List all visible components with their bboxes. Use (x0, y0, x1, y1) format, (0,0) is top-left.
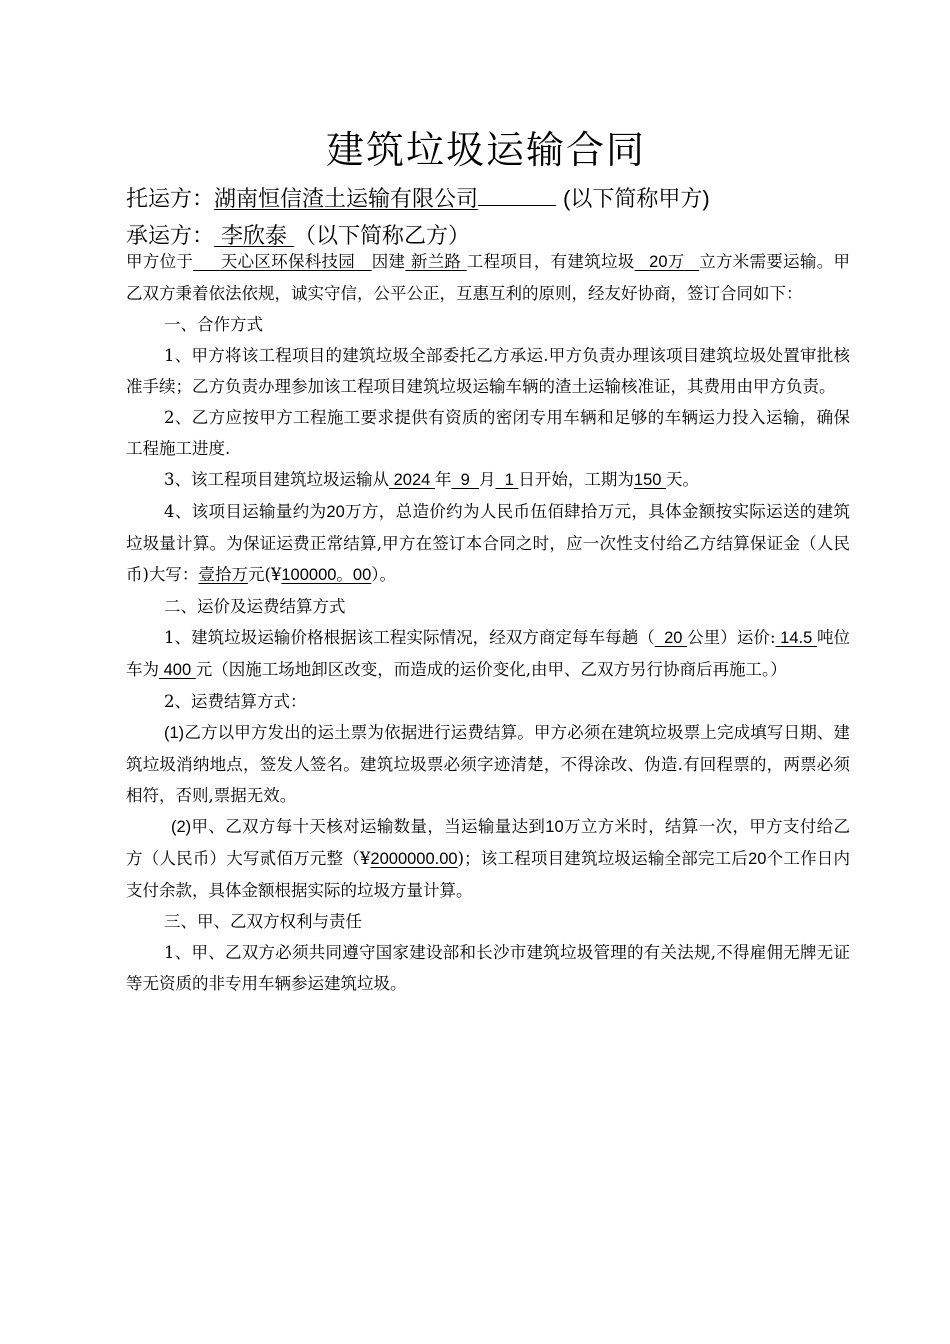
clause-text: )；该工程项目建筑垃圾运输全部完工后 (457, 849, 749, 868)
start-month (451, 471, 479, 489)
clause-text: 公里）运价: (687, 628, 776, 647)
party-a-name: 湖南恒信渣土运输有限公司 (214, 187, 479, 212)
clause-text: 3、该工程项目建筑垃圾运输从 (164, 470, 389, 489)
waste-volume-text: 20万 (649, 253, 685, 271)
project-name (405, 252, 466, 271)
start-day-text: 1 (504, 471, 514, 489)
intro-text: 甲方位于 (126, 252, 194, 271)
clause-text: 元(¥ (247, 565, 282, 584)
project-location (193, 252, 372, 271)
clause-text: 天。 (666, 470, 700, 489)
deposit-amount-number: 100000。00 (281, 566, 372, 584)
clause-number: 20 (748, 850, 767, 868)
section2-clause2: 2、运费结算方式： (164, 692, 307, 711)
clause-text: 月 (478, 470, 496, 489)
intro-text: 工程项目，有建筑垃圾 (466, 252, 635, 271)
contract-body (126, 246, 850, 999)
clause-text: 个工作日内支付余款，具体金额根据实际的垃圾方量计算。 (126, 849, 851, 900)
clause-text: ）。 (371, 565, 397, 584)
section1-heading: 一、合作方式 (164, 315, 263, 334)
distance-km-text: 20 (664, 629, 683, 647)
clause-text: 万方，总造价约为人民币伍佰肆拾万元，具体金额按实际运送的建筑垃圾量计算。为保证运费正常结算,甲方在签订本合同之时，应一次性支付给乙方结算保证金（人民币)大写： (126, 502, 851, 584)
duration-days-text: 150 (633, 471, 662, 489)
clause-text: 4、该项目运输量约为 (164, 502, 327, 521)
clause-text: 甲、乙双方每十天核对运输数量，当运输量达到 (191, 817, 546, 836)
section1-clause4 (126, 496, 850, 591)
party-b-suffix: （以下简称乙方） (294, 224, 471, 249)
party-b-label: 承运方： (126, 224, 215, 249)
party-a-suffix: (以下简称甲方) (563, 186, 710, 211)
start-year (389, 471, 435, 489)
clause-text: 1、建筑垃圾运输价格根据该工程实际情况，经双方商定每车每趟（ (164, 628, 655, 647)
clause-text: 乙方以甲方发出的运土票为依据进行运费结算。甲方必须在建筑垃圾票上完成填写日期、建筑垃圾消纳地点，签发人签名。建筑垃圾票必须字迹清楚，不得涂改、伪造.有回程票的，两票必须相符，否则,票据无效。 (126, 723, 850, 805)
party-a-line (126, 184, 710, 215)
distance-km (655, 629, 687, 647)
intro-paragraph (126, 246, 850, 309)
price-per-trip-text: 400 (163, 661, 192, 679)
intro-text: 因建 (371, 252, 406, 271)
clause-text: 年 (434, 470, 452, 489)
project-location-text: 天心区环保科技园 (220, 252, 356, 271)
duration-days (634, 471, 666, 489)
start-month-text: 9 (460, 471, 470, 489)
party-b-name: 李欣泰 (221, 224, 288, 249)
clause-text: 万立方米时，结算一次，甲方支付给乙方（人民币）大写贰佰万元整（¥ (126, 817, 851, 868)
section2-heading: 二、运价及运费结算方式 (164, 597, 346, 616)
truck-tonnage-text: 14.5 (780, 629, 813, 647)
start-day (495, 471, 518, 489)
clause-text: 元（因施工场地卸区改变，而造成的运价变化,由甲、乙双方另行协商后再施工。） (195, 660, 787, 679)
truck-tonnage (776, 629, 817, 647)
clause-text: 吨位车为 (126, 628, 851, 679)
party-a-blank-underline (478, 185, 556, 206)
section1-clause2: 2、乙方应按甲方工程施工要求提供有资质的密闭专用车辆和足够的车辆运力投入运输，确保工程施工进度. (126, 408, 850, 458)
section1-clause1: 1、甲方将该工程项目的建筑垃圾全部委托乙方承运.甲方负责办理该项目建筑垃圾处置审批核准手续；乙方负责办理参加该工程项目建筑垃圾运输车辆的渣土运输核准证，其费用由甲方负责。 (126, 346, 850, 396)
settlement-amount: 2000000.00 (370, 850, 458, 868)
section3-heading: 三、甲、乙双方权利与责任 (164, 912, 362, 931)
document-title: 建筑垃圾运输合同 (325, 128, 646, 172)
sub-number: (2) (171, 818, 192, 836)
waste-volume (635, 253, 700, 271)
section1-clause3 (126, 464, 850, 496)
deposit-amount-words: 壹拾万 (198, 565, 248, 584)
clause-number: 10 (545, 818, 564, 836)
price-per-trip (159, 661, 196, 679)
section3-clause1: 1、甲、乙双方必须共同遵守国家建设部和长沙市建筑垃圾管理的有关法规,不得雇佣无牌无证等无资质的非专用车辆参运建筑垃圾。 (126, 943, 850, 993)
start-year-text: 2024 (393, 471, 431, 489)
project-name-text: 新兰路 (410, 252, 462, 271)
section2-clause1 (126, 622, 850, 686)
party-a-label: 托运方： (126, 187, 215, 212)
section2-sub1 (126, 717, 850, 811)
sub-number: (1) (164, 724, 185, 742)
intro-text: 立方米需要运输。甲乙双方秉着依法依规，诚实守信，公平公正，互惠互利的原则，经友好协商，签订合同如下： (126, 252, 851, 303)
section2-sub2 (126, 811, 850, 906)
clause-number: 20 (326, 503, 345, 521)
clause-text: 日开始，工期为 (518, 470, 634, 489)
